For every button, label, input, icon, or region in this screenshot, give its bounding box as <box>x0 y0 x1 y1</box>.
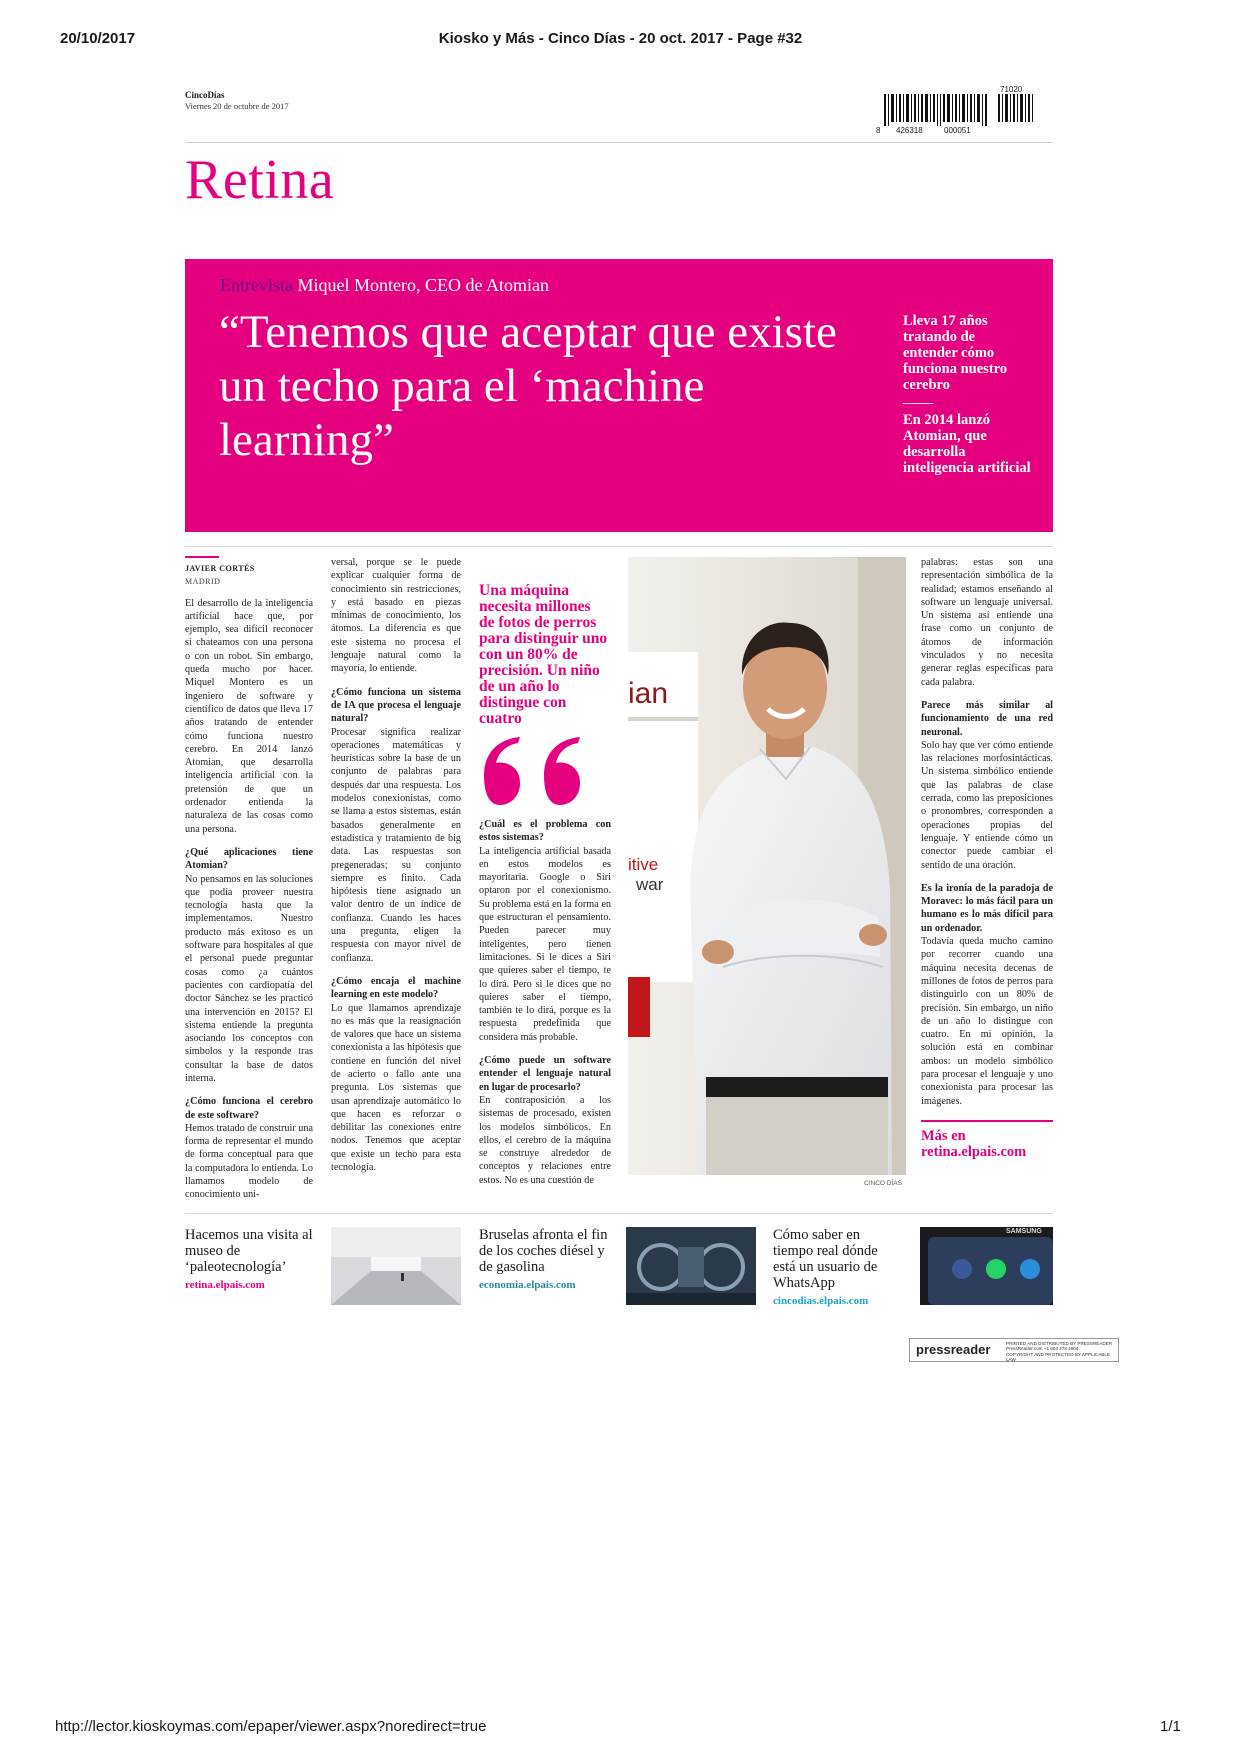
section-rule <box>185 546 1053 547</box>
teaser-title: Hacemos una visita al museo de ‘paleotecnología’ <box>185 1227 313 1275</box>
print-title: Kiosko y Más - Cinco Días - 20 oct. 2017 - Page #32 <box>438 30 803 47</box>
pull-quote: Una máquina necesita millones de fotos de perros para distinguir uno con un 80% de precisión. Un niño de un año lo distingue con cuatro <box>479 582 608 727</box>
hero-fact-1: Lleva 17 años tratando de entender cómo funciona nuestro cerebro <box>903 313 1008 393</box>
question: ¿Cómo encaja el machine learning en este modelo? <box>331 975 461 1001</box>
teaser-3-image <box>920 1227 1053 1305</box>
article-column-3 <box>479 818 611 1187</box>
answer: Hemos tratado de construir una forma de representar el mundo de forma conceptual para que la computadora lo entienda. Lo llamamos modelo de conocimiento uni- <box>185 1122 313 1201</box>
masthead-rule <box>185 142 1053 143</box>
barcode-digits-3: 000051 <box>944 126 971 135</box>
section-title: Retina <box>185 149 335 211</box>
hero-facts <box>903 313 1033 476</box>
question: Parece más similar al funcionamiento de una red neuronal. <box>921 699 1053 738</box>
more-link[interactable]: retina.elpais.com <box>921 1143 1027 1160</box>
print-date: 20/10/2017 <box>60 30 136 47</box>
museum-image <box>331 1227 461 1305</box>
hero-banner <box>185 259 1053 532</box>
masthead-name: CincoDías <box>185 90 225 100</box>
teaser-1-image <box>331 1227 461 1305</box>
article-column-5 <box>921 556 1053 1160</box>
teaser-link[interactable]: economia.elpais.com <box>479 1279 576 1291</box>
kicker <box>220 275 549 296</box>
dateline: MADRID <box>185 577 221 587</box>
teaser-2[interactable] <box>479 1227 609 1291</box>
photo-background-sign-2: itive <box>628 855 659 874</box>
photo-background-sign-3: war <box>636 875 664 894</box>
teaser-link[interactable]: retina.elpais.com <box>185 1279 265 1291</box>
barcode-digits-2: 426318 <box>896 126 923 135</box>
answer: No pensamos en las soluciones que podía proveer nuestra tecnología hasta que la implementamos. Nuestro producto más exitoso es un software para hospitales al que el personal puede preguntar cosas como ¿a cuántos pacientes con cardiopatía del doctor Sánchez se les practicó una intervención en 2015? El sistema entiende la pregunta asociando los conceptos con símbolos y la responde tras consultar la base de datos interna. <box>185 873 313 1084</box>
hero-fact-2: En 2014 lanzó Atomian, que desarrolla inteligencia artificial <box>903 412 1031 476</box>
kicker-tag: Entrevista <box>220 275 293 295</box>
more-label: Más en <box>921 1127 966 1144</box>
engine-image <box>626 1227 756 1305</box>
pressreader-text <box>1006 1341 1116 1363</box>
barcode-top-number: 71020 <box>1000 85 1023 94</box>
phone-brand: SAMSUNG <box>1006 1228 1042 1235</box>
question: ¿Cómo puede un software entender el lenguaje natural en lugar de procesarlo? <box>479 1055 611 1093</box>
print-page: 1/1 <box>1160 1718 1181 1735</box>
question: ¿Qué aplicaciones tiene Atomian? <box>185 846 313 872</box>
answer: Todavía queda mucho camino por recorrer cuando una máquina necesita decenas de millones de fotos de perros para distinguirlo con un 80% de precisión. Sin embargo, un niño de un año lo distingue con cuatro. En mi opinión, la solución está en combinar ambos: un modelo simbólico para procesar el lenguaje y uno conexionista para procesar las imágenes. <box>921 936 1053 1107</box>
masthead-date: Viernes 20 de octubre de 2017 <box>185 101 289 111</box>
answer: La inteligencia artificial basada en estos modelos es mayoritaria. Google o Siri optaron por el conexionismo. Su problema está en la forma en que estructuran el pensamiento. Pueden parecer muy inteligentes, pero tienen limitaciones. Si le dices a Siri que quieres saber el tiempo, te lo dirá. Pero si le dices que no quieres saber el tiempo, también te lo dirá, porque es la respuesta predefinida que considera más probable. <box>479 845 611 1043</box>
print-url: http://lector.kioskoymas.com/epaper/viewer.aspx?noredirect=true <box>55 1718 487 1735</box>
hero-fact-separator <box>903 403 933 404</box>
barcode <box>876 85 1038 136</box>
interviewee-photo <box>628 557 906 1175</box>
photo-background-sign: ian <box>628 677 669 710</box>
photo-credit: CINCO DÍAS <box>864 1180 902 1187</box>
pressreader-logo: pressreader <box>916 1342 991 1357</box>
question: ¿Cómo funciona el cerebro de este software? <box>185 1096 313 1121</box>
answer: En contraposición a los sistemas de procesado, existen los modelos simbólicos. En ellos, el cerebro de la máquina se construye alrededor de conceptos y relaciones entre estos. No es una cuestión de <box>479 1094 611 1186</box>
byline-rule <box>185 556 219 558</box>
teaser-title: Bruselas afronta el fin de los coches diésel y de gasolina <box>479 1227 608 1275</box>
paragraph: versal, porque se le puede explicar cualquier forma de conocimiento sin restricciones, y está basado en piezas mínimas de conocimiento, los átomos. La diferencia es que este sistema no procesa el lenguaje natural como la mayoría, lo entiende. <box>331 557 461 675</box>
question: ¿Cuál es el problema con estos sistemas? <box>479 819 611 844</box>
pressreader-badge <box>909 1338 1119 1362</box>
article-column-2 <box>331 556 461 1174</box>
answer: Procesar significa realizar operaciones matemáticas y heurísticas sobre la base de un conjunto de palabras para después dar una respuesta. Los modelos conexionistas, como se llama a estos sistemas, están basados generalmente en estadística y tratamiento de big data. Las respuestas son pregeneradas; su conjunto siempre es finito. Cada hipótesis tiene asignado un valor dentro de un índice de confianza. Cuando les haces una pregunta, eligen la respuesta con mayor nivel de confianza. <box>331 726 461 964</box>
pressreader-line-1: PRINTED AND DISTRIBUTED BY PRESSREADER <box>1006 1341 1113 1346</box>
question: ¿Cómo funciona un sistema de IA que procesa el lenguaje natural? <box>331 686 461 725</box>
teaser-2-image <box>626 1227 756 1305</box>
more-rule <box>921 1120 1053 1122</box>
headline: “Tenemos que aceptar que existe un techo para el ‘machine learning” <box>219 306 837 466</box>
teaser-3[interactable] <box>773 1227 903 1307</box>
paragraph: palabras: estas son una representación simbólica de la realidad; estamos enseñando al software un lenguaje universal. Un sistema así entiende una frase como un conjunto de átomos de información vinculados y no necesita generar reglas específicas para cada palabra. <box>921 557 1053 688</box>
quote-mark-icon <box>480 735 592 805</box>
barcode-bars <box>882 94 1038 126</box>
teaser-1[interactable] <box>185 1227 315 1291</box>
answer: Lo que llamamos aprendizaje no es más que la reasignación de valores que hace un sistema conexionista a las hipótesis que contiene en función del nivel de acierto o fallo ante una pregunta. Los sistemas que usan aprendizaje automático lo que hacen es reforzar o debilitar las conexiones entre nodos. Tenemos que aceptar que existe un techo para esta tecnología. <box>331 1002 461 1174</box>
pressreader-line-3: COPYRIGHT AND PROTECTED BY APPLICABLE LAW <box>1006 1351 1110 1363</box>
teaser-title: Cómo saber en tiempo real dónde está un usuario de WhatsApp <box>773 1227 878 1291</box>
teaser-link[interactable]: cincodias.elpais.com <box>773 1295 869 1307</box>
answer: Solo hay que ver cómo entiende las relaciones morfosintácticas. Un sistema simbólico entiende que las palabras de clase cerrada, como las preposiciones o pronombres, corresponden a operaciones propias del lenguaje. Y entiende cómo un conector puede cambiar el sentido de una oración. <box>921 739 1053 871</box>
pressreader-line-2: PressReader.com +1 604 278 4604 <box>1006 1346 1079 1352</box>
interviewee-illustration <box>628 557 906 1175</box>
article-column-1 <box>185 556 313 1202</box>
barcode-digit-1: 8 <box>876 126 881 135</box>
phone-image <box>920 1227 1053 1305</box>
teaser-rule <box>185 1213 1053 1214</box>
kicker-person: Miquel Montero, CEO de Atomian <box>297 275 549 295</box>
byline: JAVIER CORTÉS <box>185 564 255 573</box>
intro-paragraph: El desarrollo de la inteligencia artificial hace que, por ejemplo, sea difícil reconocer si chateamos con una persona o con un robot. Sin embargo, queda mucho por hacer. Miquel Montero es un ingeniero de software y científico de datos que lleva 17 años tratando de entender cómo funciona nuestro cerebro. En 2014 lanzó Atomian, que desarrolla inteligencia artificial con la pretensión de que un ordenador entienda la naturaleza de las cosas como una persona. <box>185 597 313 835</box>
question: Es la ironía de la paradoja de Moravec: lo más fácil para un humano es lo más difícil para un ordenador. <box>921 882 1053 934</box>
